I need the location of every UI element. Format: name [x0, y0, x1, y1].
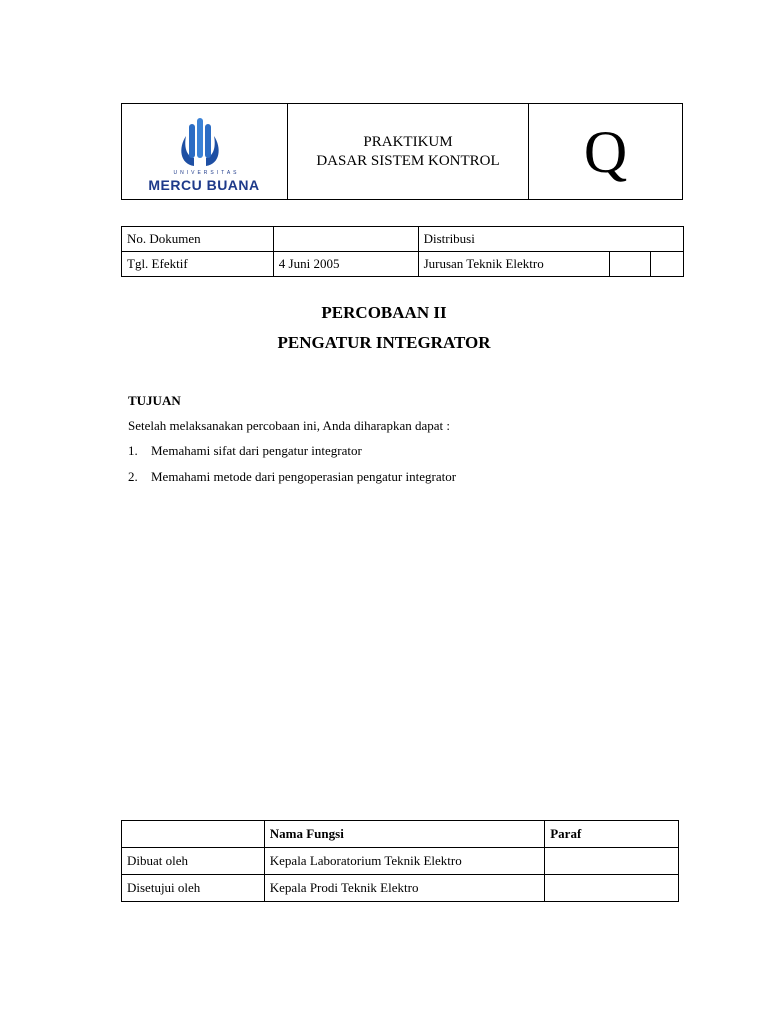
objectives-heading: TUJUAN [128, 393, 181, 408]
function-cell: Kepala Laboratorium Teknik Elektro [264, 848, 544, 875]
function-cell: Kepala Prodi Teknik Elektro [264, 875, 544, 902]
distribution-extra-1 [609, 252, 650, 277]
table-row [122, 252, 684, 277]
list-item-text: Memahami sifat dari pengatur integrator [151, 443, 362, 458]
column-header-signature: Paraf [545, 821, 679, 848]
objectives-intro: Setelah melaksanakan percobaan ini, Anda diharapkan dapat : [128, 418, 450, 433]
university-logo-icon [172, 118, 228, 170]
column-header-role [122, 821, 265, 848]
header-title [288, 104, 529, 199]
doc-number-value [273, 227, 418, 252]
table-row [122, 875, 679, 902]
header-title-line1: PRAKTIKUM [363, 133, 453, 150]
distribution-extra-2 [650, 252, 683, 277]
list-item [128, 443, 362, 459]
document-header [121, 103, 683, 200]
document-code: Q [583, 118, 628, 185]
distribution-label: Distribusi [418, 227, 683, 252]
list-item-number: 1. [128, 443, 138, 458]
distribution-value: Jurusan Teknik Elektro [418, 252, 609, 277]
header-title-line2: DASAR SISTEM KONTROL [316, 152, 500, 169]
experiment-title: PENGATUR INTEGRATOR [277, 333, 491, 352]
column-header-function: Nama Fungsi [264, 821, 544, 848]
list-item-number: 2. [128, 469, 138, 484]
list-item [128, 469, 456, 485]
signature-table [121, 820, 679, 902]
effective-date-value: 4 Juni 2005 [273, 252, 418, 277]
logo-cell [122, 104, 288, 199]
doc-number-label: No. Dokumen [122, 227, 274, 252]
table-row [122, 848, 679, 875]
table-header-row [122, 821, 679, 848]
list-item-text: Memahami metode dari pengoperasian pengatur integrator [151, 469, 457, 484]
effective-date-label: Tgl. Efektif [122, 252, 274, 277]
role-cell: Disetujui oleh [122, 875, 265, 902]
role-cell: Dibuat oleh [122, 848, 265, 875]
table-row [122, 227, 684, 252]
experiment-number: PERCOBAAN II [321, 303, 447, 322]
logo-wordmark: MERCU BUANA [148, 177, 260, 193]
signature-cell [545, 875, 679, 902]
signature-cell [545, 848, 679, 875]
document-info-table [121, 226, 684, 277]
logo-subtitle: UNIVERSITAS [173, 170, 240, 176]
